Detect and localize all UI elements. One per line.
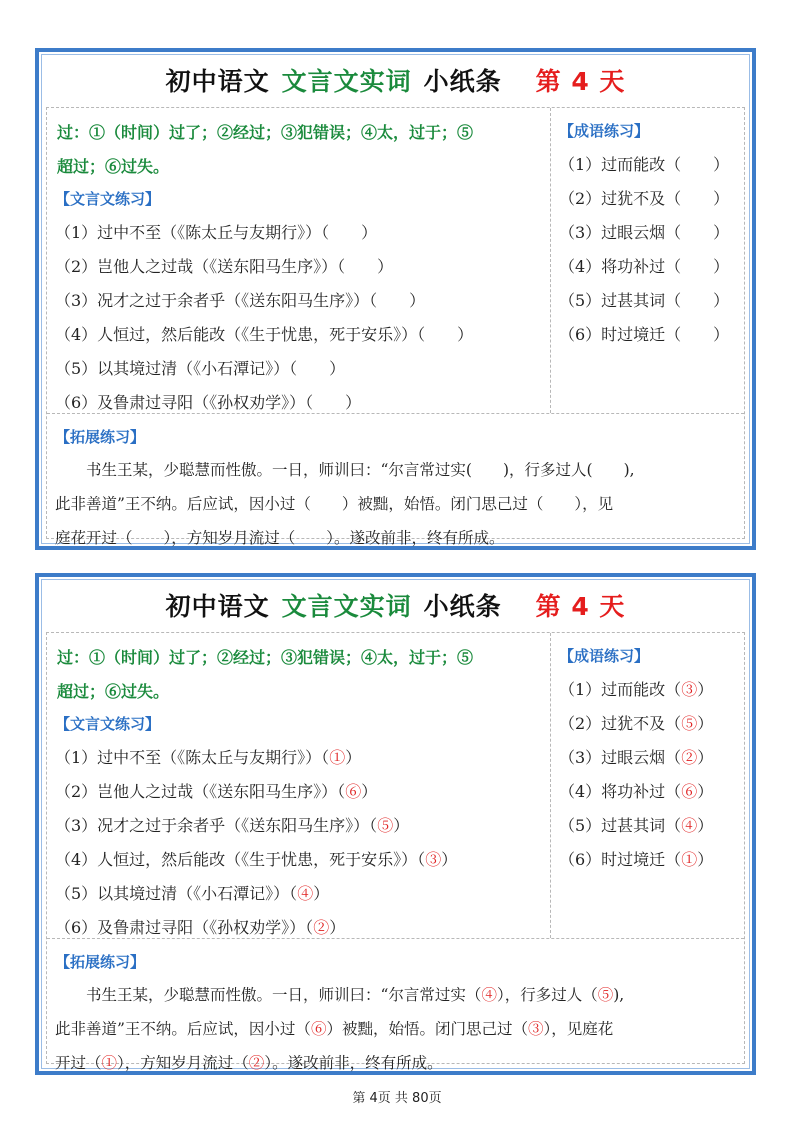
definition-line-1: 过：①（时间）过了；②经过；③犯错误；④太，过于；⑤ [57, 123, 474, 142]
tuozhan-section [47, 938, 744, 1072]
tuozhan-answer-line [55, 1051, 443, 1073]
answer-mark: ⑥ [310, 1020, 327, 1038]
worksheet-card-questions [35, 48, 756, 550]
tuozhan-answer-line [55, 983, 624, 1005]
line-text: ）。遂改前非，终有所成。 [264, 1054, 443, 1072]
item-text: （1）过中不至（《陈太丘与友期行》）（ [55, 748, 330, 767]
page-number: 第 4页 共 80页 [352, 1091, 442, 1106]
item-end: ） [345, 748, 362, 767]
title-note: 小纸条 [423, 66, 502, 96]
title-topic: 文言文实词 [281, 591, 412, 621]
chengyu-answer-item [559, 711, 713, 734]
chengyu-item: （4）将功补过（ ） [559, 257, 730, 276]
item-end: ） [361, 782, 378, 801]
line-text: ），行多过人（ [496, 986, 598, 1004]
right-column [551, 108, 744, 413]
answer-mark: ③ [681, 680, 698, 699]
item-end: ） [697, 850, 714, 869]
tuozhan-section [47, 413, 744, 547]
wenyan-answer-item [55, 813, 409, 836]
wenyan-item: （2）岂他人之过哉（《送东阳马生序》）（ ） [55, 257, 394, 276]
card-body [46, 632, 745, 1072]
chengyu-answer-item [559, 779, 713, 802]
answer-mark: ① [329, 748, 346, 767]
answer-mark: ② [248, 1054, 265, 1072]
answer-mark: ① [681, 850, 698, 869]
title-day: 第 4 天 [535, 591, 626, 621]
answer-mark: ④ [481, 986, 497, 1004]
answer-mark: ⑤ [597, 986, 614, 1004]
line-text: 此非善道”王不纳。后应试，因小过（ [55, 1020, 311, 1038]
item-text: （2）岂他人之过哉（《送东阳马生序》）（ [55, 782, 346, 801]
wenyan-item: （6）及鲁肃过寻阳（《孙权劝学》）（ ） [55, 393, 362, 412]
wenyan-answer-item [55, 847, 457, 870]
item-end: ） [697, 714, 714, 733]
chengyu-answer-item [559, 847, 713, 870]
card-title [39, 52, 752, 107]
definition-line-1: 过：①（时间）过了；②经过；③犯错误；④太，过于；⑤ [57, 648, 474, 667]
item-text: （3）况才之过于余者乎（《送东阳马生序》）（ [55, 816, 378, 835]
answer-mark: ③ [527, 1020, 544, 1038]
chengyu-item: （1）过而能改（ ） [559, 155, 730, 174]
answer-mark: ⑤ [681, 714, 698, 733]
title-subject: 初中语文 [165, 591, 270, 621]
answer-mark: ⑤ [377, 816, 394, 835]
item-text: （6）及鲁肃过寻阳（《孙权劝学》）（ [55, 918, 314, 937]
title-topic: 文言文实词 [281, 66, 412, 96]
chengyu-section-title: 【成语练习】 [559, 122, 650, 140]
tuozhan-line: 此非善道”王不纳。后应试，因小过（ ）被黜，始悟。闭门思己过（ ），见 [55, 495, 614, 513]
answer-mark: ④ [681, 816, 698, 835]
line-text: ), [613, 986, 625, 1004]
item-end: ） [393, 816, 410, 835]
tuozhan-section-title: 【拓展练习】 [55, 428, 146, 446]
chengyu-section-title: 【成语练习】 [559, 647, 650, 665]
card-title [39, 577, 752, 632]
title-note: 小纸条 [423, 591, 502, 621]
item-text: （1）过而能改（ [559, 680, 682, 699]
chengyu-item: （2）过犹不及（ ） [559, 189, 730, 208]
answer-mark: ② [681, 748, 698, 767]
wenyan-item: （5）以其境过清（《小石潭记》）（ ） [55, 359, 346, 378]
item-text: （5）过甚其词（ [559, 816, 682, 835]
title-subject: 初中语文 [165, 66, 270, 96]
answer-mark: ① [101, 1054, 118, 1072]
chengyu-answer-item [559, 813, 713, 836]
tuozhan-line: 书生王某，少聪慧而性傲。一日，师训曰：“尔言常过实( )，行多过人( ), [55, 461, 635, 479]
item-end: ） [441, 850, 458, 869]
card-body [46, 107, 745, 547]
item-end: ） [697, 748, 714, 767]
chengyu-item: （6）时过境迁（ ） [559, 325, 730, 344]
definition-line-2: 超过；⑥过失。 [57, 682, 170, 701]
wenyan-answer-item [55, 745, 361, 768]
item-text: （4）将功补过（ [559, 782, 682, 801]
tuozhan-section-title: 【拓展练习】 [55, 953, 146, 971]
worksheet-card-answers [35, 573, 756, 1075]
item-text: （4）人恒过，然后能改（《生于忧患，死于安乐》）（ [55, 850, 426, 869]
line-text: 书生王某，少聪慧而性傲。一日，师训曰：“尔言常过实（ [55, 986, 482, 1004]
item-text: （2）过犹不及（ [559, 714, 682, 733]
item-text: （3）过眼云烟（ [559, 748, 682, 767]
wenyan-answer-item [55, 779, 377, 802]
item-text: （5）以其境过清（《小石潭记》）（ [55, 884, 298, 903]
tuozhan-line: 庭花开过（ ），方知岁月流过（ ）。遂改前非，终有所成。 [55, 529, 505, 547]
item-end: ） [329, 918, 346, 937]
chengyu-answer-item [559, 745, 713, 768]
wenyan-answer-item [55, 915, 345, 938]
item-end: ） [697, 816, 714, 835]
wenyan-section-title: 【文言文练习】 [55, 715, 161, 733]
answer-mark: ② [313, 918, 330, 937]
item-end: ） [313, 884, 330, 903]
answer-mark: ⑥ [681, 782, 698, 801]
chengyu-item: （3）过眼云烟（ ） [559, 223, 730, 242]
line-text: 开过（ [55, 1054, 102, 1072]
left-column [47, 108, 551, 413]
line-text: ），见庭花 [543, 1020, 614, 1038]
wenyan-answer-item [55, 881, 329, 904]
line-text: ），方知岁月流过（ [117, 1054, 249, 1072]
chengyu-item: （5）过甚其词（ ） [559, 291, 730, 310]
right-column [551, 633, 744, 938]
left-column [47, 633, 551, 938]
wenyan-item: （4）人恒过，然后能改（《生于忧患，死于安乐》）（ ） [55, 325, 474, 344]
chengyu-answer-item [559, 677, 713, 700]
wenyan-section-title: 【文言文练习】 [55, 190, 161, 208]
wenyan-item: （3）况才之过于余者乎（《送东阳马生序》）（ ） [55, 291, 426, 310]
line-text: ）被黜，始悟。闭门思己过（ [326, 1020, 528, 1038]
title-day: 第 4 天 [535, 66, 626, 96]
item-end: ） [697, 680, 714, 699]
tuozhan-answer-line [55, 1017, 613, 1039]
wenyan-item: （1）过中不至（《陈太丘与友期行》）（ ） [55, 223, 378, 242]
answer-mark: ④ [297, 884, 314, 903]
answer-mark: ⑥ [345, 782, 362, 801]
answer-mark: ③ [425, 850, 442, 869]
item-text: （6）时过境迁（ [559, 850, 682, 869]
item-end: ） [697, 782, 714, 801]
definition-line-2: 超过；⑥过失。 [57, 157, 170, 176]
